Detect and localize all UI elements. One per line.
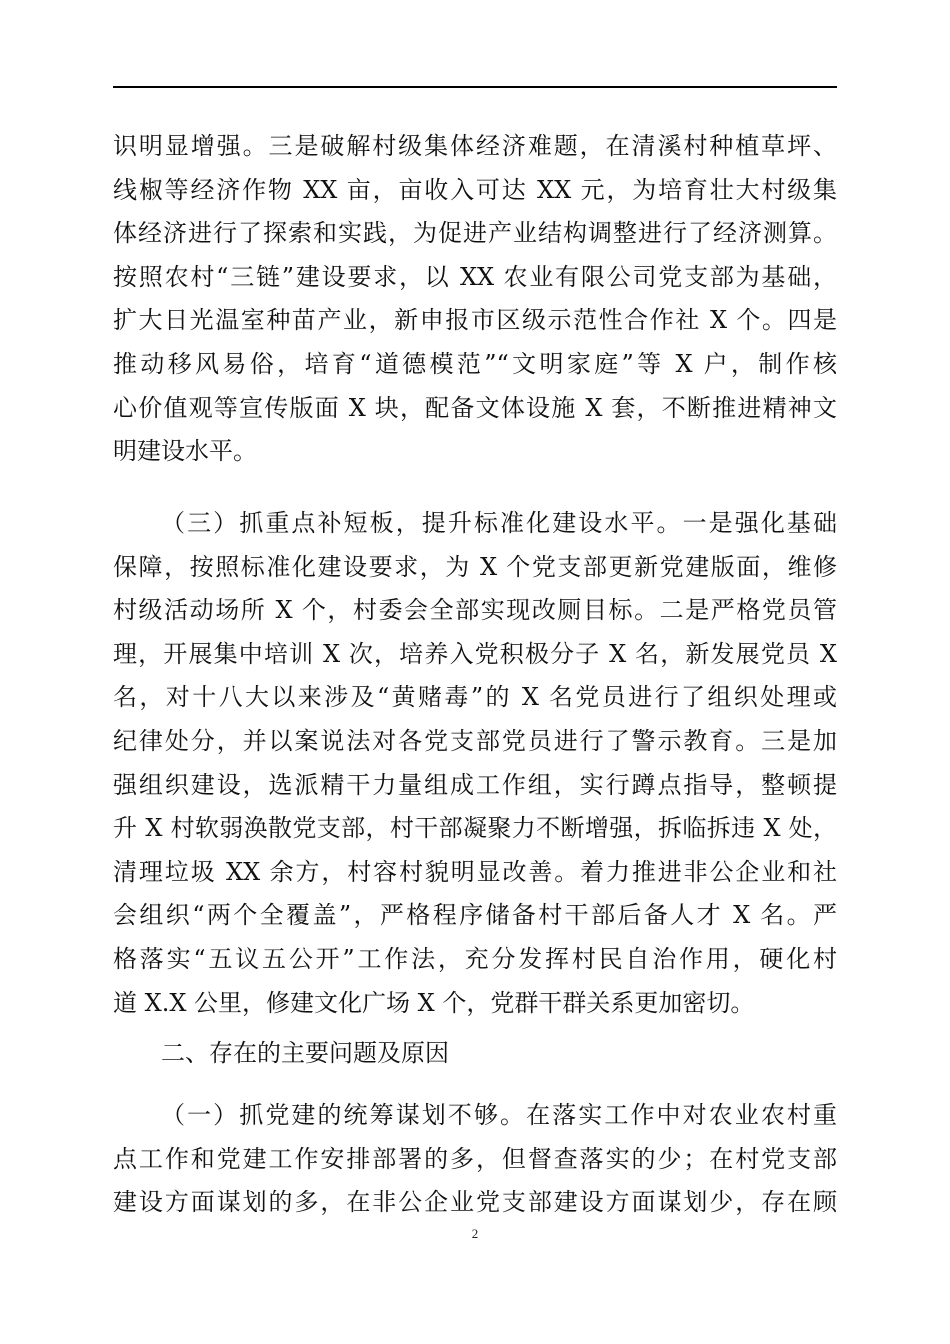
- text-line: 线椒等经济作物 XX 亩，亩收入可达 XX 元，为培育壮大村级集: [113, 175, 837, 204]
- text-line: 会组织“两个全覆盖”，严格程序储备村干部后备人才 X 名。严: [113, 901, 837, 930]
- text-line: 升 X 村软弱涣散党支部，村干部凝聚力不断增强，拆临拆违 X 处，: [113, 814, 837, 843]
- text-line: 识明显增强。三是破解村级集体经济难题，在清溪村种植草坪、: [113, 132, 837, 160]
- paragraph-continuation: [113, 125, 837, 474]
- page-number: 2: [471, 1226, 479, 1241]
- text-line: （一）抓党建的统筹谋划不够。在落实工作中对农业农村重: [161, 1101, 837, 1129]
- header-rule: [113, 86, 837, 88]
- text-line: 名，对十八大以来涉及“黄赌毒”的 X 名党员进行了组织处理或: [113, 683, 837, 712]
- paragraph-section-three: [113, 502, 837, 1025]
- text-line: 清理垃圾 XX 余方，村容村貌明显改善。着力推进非公企业和社: [113, 857, 837, 886]
- text-line: 明建设水平。: [113, 437, 257, 466]
- text-line: 点工作和党建工作安排部署的多，但督查落实的少；在村党支部: [113, 1144, 837, 1173]
- text-line: 村级活动场所 X 个，村委会全部实现改厕目标。二是严格党员管: [113, 596, 837, 625]
- paragraph-problems: [113, 1094, 837, 1225]
- text-line: 按照农村“三链”建设要求，以 XX 农业有限公司党支部为基础，: [113, 262, 837, 291]
- section-heading: 二、存在的主要问题及原因: [161, 1039, 449, 1067]
- text-line: 道 X.X 公里，修建文化广场 X 个，党群干群关系更加密切。: [113, 988, 755, 1017]
- text-line: 建设方面谋划的多，在非公企业党支部建设方面谋划少，存在顾: [113, 1188, 837, 1217]
- text-line: 纪律处分，并以案说法对各党支部党员进行了警示教育。三是加: [113, 726, 837, 755]
- text-line: （三）抓重点补短板，提升标准化建设水平。一是强化基础: [161, 509, 837, 537]
- text-line: 推动移风易俗，培育“道德模范”“文明家庭”等 X 户，制作核: [113, 349, 837, 378]
- text-line: 心价值观等宣传版面 X 块，配备文体设施 X 套，不断推进精神文: [113, 393, 837, 422]
- text-line: 强组织建设，选派精干力量组成工作组，实行蹲点指导，整顿提: [113, 770, 837, 799]
- text-line: 扩大日光温室种苗产业，新申报市区级示范性合作社 X 个。四是: [113, 306, 837, 335]
- text-line: 格落实“五议五公开”工作法，充分发挥村民自治作用，硬化村: [113, 944, 837, 973]
- text-line: 保障，按照标准化建设要求，为 X 个党支部更新党建版面，维修: [113, 552, 837, 581]
- text-line: 体经济进行了探索和实践，为促进产业结构调整进行了经济测算。: [113, 219, 837, 248]
- text-line: 理，开展集中培训 X 次，培养入党积极分子 X 名，新发展党员 X: [113, 639, 837, 668]
